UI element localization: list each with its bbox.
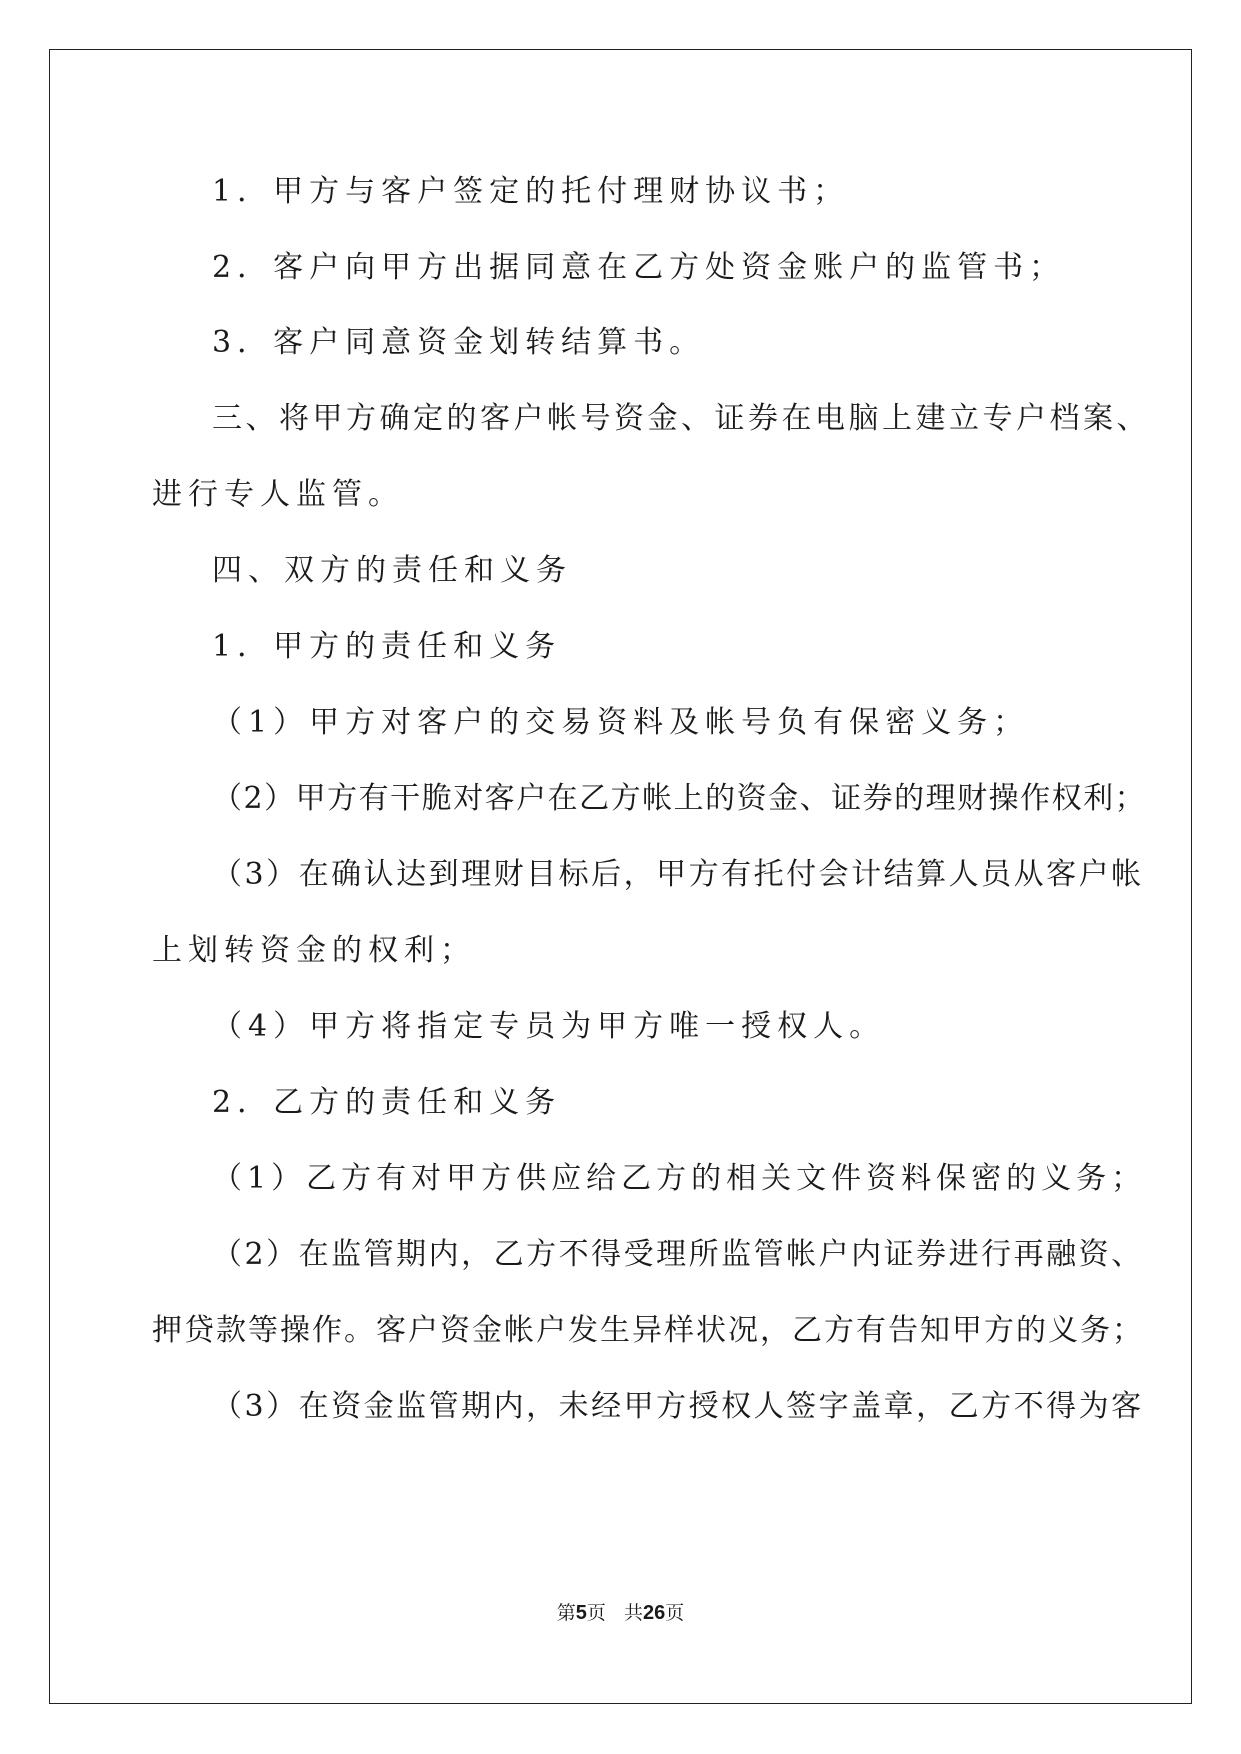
page-footer — [0, 1602, 1241, 1624]
text-line-11: 上划转资金的权利； — [152, 933, 476, 968]
text-line-17: （3）在资金监管期内，未经甲方授权人签字盖章，乙方不得为客 — [212, 1389, 1144, 1424]
total-prefix: 共 — [623, 1602, 643, 1624]
text-line-8: （1）甲方对客户的交易资料及帐号负有保密义务； — [212, 705, 1030, 740]
text-line-6: 四、双方的责任和义务 — [212, 553, 572, 588]
text-line-3: 3．客户同意资金划转结算书。 — [212, 325, 706, 360]
total-suffix: 页 — [665, 1602, 685, 1624]
text-line-2: 2．客户向甲方出据同意在乙方处资金账户的监管书； — [212, 250, 1066, 285]
page-prefix: 第 — [556, 1602, 576, 1624]
text-line-5: 进行专人监管。 — [152, 477, 404, 512]
text-line-7: 1．甲方的责任和义务 — [212, 629, 562, 664]
text-line-1: 1．甲方与客户签定的托付理财协议书； — [212, 174, 850, 209]
text-line-16: 押贷款等操作。客户资金帐户发生异样状况，乙方有告知甲方的义务； — [152, 1313, 1144, 1348]
text-line-14: （1）乙方有对甲方供应给乙方的相关文件资料保密的义务； — [212, 1161, 1147, 1196]
total-pages: 26 — [642, 1602, 666, 1624]
text-line-13: 2．乙方的责任和义务 — [212, 1085, 562, 1120]
text-line-10: （3）在确认达到理财目标后，甲方有托付会计结算人员从客户帐 — [212, 857, 1144, 892]
text-line-4: 三、将甲方确定的客户帐号资金、证券在电脑上建立专户档案、 — [212, 401, 1150, 436]
page-number: 5 — [575, 1602, 587, 1624]
text-line-15: （2）在监管期内，乙方不得受理所监管帐户内证券进行再融资、 — [212, 1237, 1144, 1272]
text-line-9: （2）甲方有干脆对客户在乙方帐上的资金、证券的理财操作权利； — [212, 781, 1147, 816]
text-line-12: （4）甲方将指定专员为甲方唯一授权人。 — [212, 1009, 886, 1044]
page-suffix: 页 — [586, 1602, 606, 1624]
